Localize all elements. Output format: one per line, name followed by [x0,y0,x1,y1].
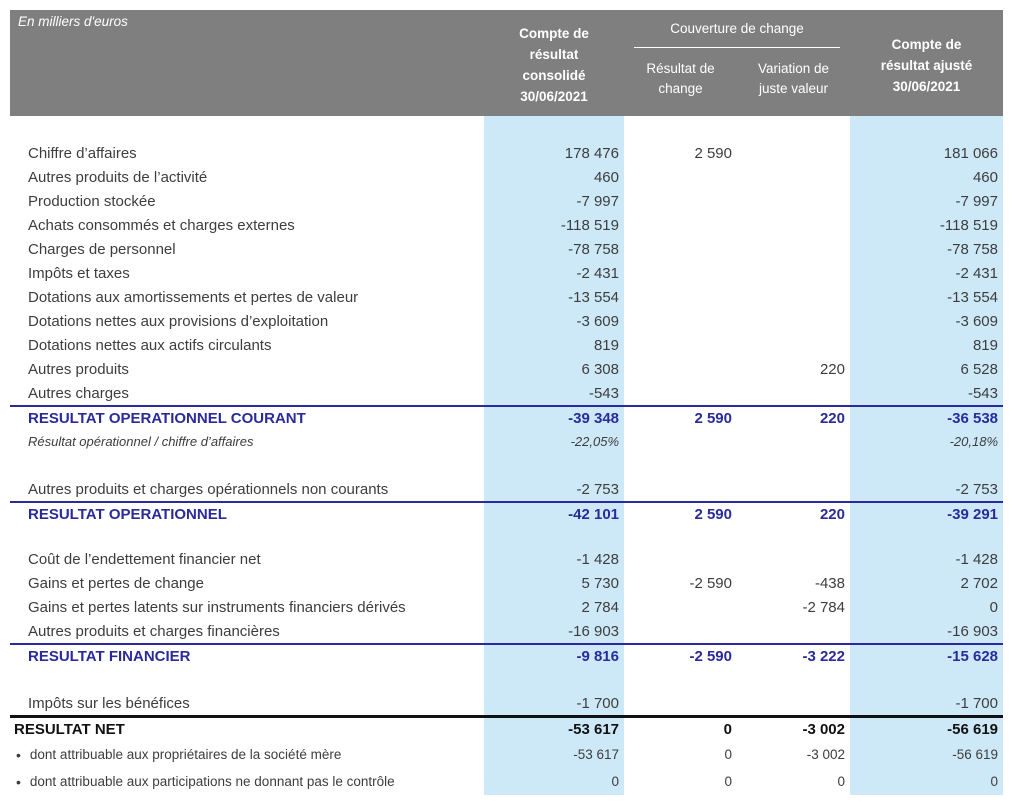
spacer-row [10,525,1003,547]
row-label: Achats consommés et charges externes [28,216,295,234]
cell-fx-result: 2 590 [694,409,732,427]
row-label-cell [10,357,484,381]
table-row [10,141,1003,165]
table-row [10,477,1003,501]
cell-fair-value: -438 [814,574,845,592]
table-row [10,741,1003,768]
cell-consolidated: -53 617 [484,718,624,741]
cell-consolidated: 178 476 [484,141,624,165]
income-statement-table [10,10,1003,795]
cell-fair-value: 0 [837,774,845,789]
cell-fair-value: -3 002 [802,721,845,738]
table-row [10,619,1003,643]
cell-fx-result [624,667,737,691]
row-label-cell [10,718,484,741]
cell-adjusted: -2 753 [850,477,1003,501]
cell-fx-result [624,261,737,285]
row-label: dont attribuable aux participations ne donnant pas le contrôle [29,774,395,789]
cell-consolidated: -2 431 [484,261,624,285]
cell-consolidated: -2 753 [484,477,624,501]
table-row [10,165,1003,189]
cell-adjusted: -78 758 [850,237,1003,261]
table-row [10,333,1003,357]
row-label-cell [10,141,484,165]
cell-fx-result: 0 [724,774,732,789]
cell-fx-result [624,189,737,213]
cell-consolidated: 819 [484,333,624,357]
cell-adjusted: -56 619 [850,741,1003,768]
row-label-cell [10,691,484,715]
cell-fair-value [737,165,850,189]
cell-adjusted: -3 609 [850,309,1003,333]
row-label: Autres charges [28,384,129,402]
cell-adjusted: -20,18% [850,429,1003,453]
column-header-adjusted [850,10,1003,116]
column-header-fair-value [737,59,850,99]
bullet-icon: • [16,773,21,790]
cell-adjusted: -16 903 [850,619,1003,643]
row-label: RESULTAT NET [14,721,125,738]
cell-fair-value [737,547,850,571]
row-label: Charges de personnel [28,240,176,258]
cell-fx-result: -2 590 [689,574,732,592]
cell-consolidated: -1 700 [484,691,624,715]
cell-consolidated: -42 101 [484,503,624,525]
cell-fair-value [737,667,850,691]
bullet-icon: • [16,746,21,763]
row-label-cell [10,525,484,547]
table-row [10,595,1003,619]
table-row [10,768,1003,795]
row-label: Autres produits [28,360,129,378]
cell-adjusted [850,116,1003,141]
column-header-line: change [658,81,703,96]
column-header-fx-result [624,59,737,99]
cell-adjusted: -2 431 [850,261,1003,285]
row-label: Résultat opérationnel / chiffre d’affaires [28,433,254,449]
cell-fx-result [624,333,737,357]
cell-adjusted [850,525,1003,547]
cell-fair-value [737,477,850,501]
row-label-cell [10,741,484,768]
cell-consolidated: -16 903 [484,619,624,643]
table-row [10,547,1003,571]
row-label: Production stockée [28,192,156,210]
column-header-consolidated [484,10,624,116]
table-row [10,429,1003,453]
column-header-line: 30/06/2021 [520,89,588,104]
table-row [10,285,1003,309]
column-header-line: résultat [529,47,579,62]
cell-fx-result [624,477,737,501]
cell-adjusted: -118 519 [850,213,1003,237]
cell-fair-value: -3 002 [806,747,845,762]
cell-fx-result [624,357,737,381]
cell-consolidated: -39 348 [484,407,624,429]
cell-adjusted [850,453,1003,477]
row-label: dont attribuable aux propriétaires de la société mère [29,747,342,762]
cell-adjusted: -7 997 [850,189,1003,213]
table-row [10,405,1003,429]
column-group-subheaders [624,59,850,99]
cell-fx-result [624,525,737,547]
cell-consolidated [484,667,624,691]
table-body [10,116,1003,795]
cell-adjusted: -1 700 [850,691,1003,715]
cell-consolidated: -543 [484,381,624,405]
table-row [10,261,1003,285]
cell-fair-value [737,116,850,141]
cell-fair-value [737,525,850,547]
table-row [10,381,1003,405]
cell-fair-value: 220 [819,409,845,427]
row-label: Gains et pertes de change [28,574,204,592]
row-label-cell [10,237,484,261]
table-row [10,571,1003,595]
cell-consolidated: -53 617 [484,741,624,768]
row-label: Dotations nettes aux actifs circulants [28,336,272,354]
row-label: Dotations nettes aux provisions d’exploitation [28,312,329,330]
cell-fx-result [624,309,737,333]
cell-fx-result [624,619,737,643]
cell-adjusted: -15 628 [850,645,1003,667]
cell-fair-value [737,261,850,285]
spacer-row [10,453,1003,477]
cell-adjusted: -1 428 [850,547,1003,571]
row-label: Dotations aux amortissements et pertes de valeur [28,288,359,306]
cell-adjusted: 460 [850,165,1003,189]
table-row [10,691,1003,715]
row-label: Chiffre d’affaires [28,144,137,162]
row-label-cell [10,165,484,189]
row-label: Impôts sur les bénéfices [28,694,190,712]
cell-fx-result [624,691,737,715]
table-row [10,643,1003,667]
table-row [10,309,1003,333]
cell-fx-result [624,116,737,141]
row-label-cell [10,645,484,667]
row-label-cell [10,768,484,795]
table-row [10,357,1003,381]
cell-fx-result [624,213,737,237]
cell-fair-value [737,453,850,477]
cell-fair-value [737,213,850,237]
cell-consolidated: -78 758 [484,237,624,261]
table-row [10,501,1003,525]
cell-fx-result: -2 590 [689,647,732,665]
row-label-cell [10,429,484,453]
column-header-line: Résultat de [646,61,715,76]
row-label-cell [10,189,484,213]
cell-consolidated: -7 997 [484,189,624,213]
cell-consolidated: 0 [484,768,624,795]
cell-adjusted: 819 [850,333,1003,357]
cell-fx-result [624,429,737,453]
column-header-line: Compte de [891,36,962,52]
column-group-fx-hedge [624,10,850,116]
cell-fx-result [624,237,737,261]
cell-fx-result [624,285,737,309]
cell-fair-value [737,285,850,309]
cell-fair-value: 220 [819,505,845,523]
cell-adjusted: 0 [850,595,1003,619]
row-label-cell [10,213,484,237]
row-label: Autres produits et charges opérationnels non courants [28,480,389,498]
cell-fx-result [624,453,737,477]
cell-adjusted: -56 619 [850,718,1003,741]
row-label-cell [10,453,484,477]
row-label-cell [10,503,484,525]
row-label: Autres produits de l’activité [28,168,208,186]
cell-fair-value [737,691,850,715]
cell-fair-value [737,333,850,357]
cell-fx-result: 0 [723,721,732,738]
row-label-cell [10,547,484,571]
spacer-row [10,116,1003,141]
row-label: Impôts et taxes [28,264,130,282]
cell-consolidated: 2 784 [484,595,624,619]
cell-consolidated: -1 428 [484,547,624,571]
row-label: RESULTAT FINANCIER [28,647,191,665]
cell-fair-value [737,189,850,213]
column-header-line: 30/06/2021 [892,78,961,94]
table-row [10,715,1003,741]
cell-fair-value [737,619,850,643]
column-header-line: résultat ajusté [880,57,973,73]
cell-consolidated: 5 730 [484,571,624,595]
table-row [10,189,1003,213]
row-label-cell [10,571,484,595]
row-label-cell [10,407,484,429]
cell-adjusted: 2 702 [850,571,1003,595]
cell-consolidated: 6 308 [484,357,624,381]
cell-fx-result [624,547,737,571]
row-label-cell [10,333,484,357]
cell-consolidated: -22,05% [484,429,624,453]
cell-consolidated [484,453,624,477]
cell-fx-result: 0 [724,747,732,762]
row-label: Gains et pertes latents sur instruments financiers dérivés [28,598,406,616]
cell-fair-value: -3 222 [802,647,845,665]
cell-fx-result: 2 590 [694,144,732,162]
cell-fx-result [624,381,737,405]
cell-adjusted: -543 [850,381,1003,405]
row-label-cell [10,116,484,141]
cell-fair-value [737,309,850,333]
cell-consolidated [484,116,624,141]
cell-fx-result [624,595,737,619]
cell-consolidated: -3 609 [484,309,624,333]
row-label-cell [10,477,484,501]
row-label-cell [10,285,484,309]
cell-consolidated: -118 519 [484,213,624,237]
cell-fair-value [737,237,850,261]
row-label: Coût de l’endettement financier net [28,550,261,568]
cell-adjusted: 0 [850,768,1003,795]
table-row [10,213,1003,237]
units-label: En milliers d'euros [18,14,128,29]
cell-consolidated [484,525,624,547]
cell-adjusted: 181 066 [850,141,1003,165]
cell-fx-result: 2 590 [694,505,732,523]
cell-adjusted: -36 538 [850,407,1003,429]
column-group-label: Couverture de change [634,20,840,48]
cell-fair-value [737,141,850,165]
cell-adjusted: 6 528 [850,357,1003,381]
table-header [10,10,1003,116]
column-header-line: consolidé [522,68,586,83]
cell-fair-value: -2 784 [802,598,845,616]
column-header-line: juste valeur [758,81,829,96]
cell-adjusted [850,667,1003,691]
row-label-cell [10,381,484,405]
row-label: RESULTAT OPERATIONNEL COURANT [28,409,306,427]
row-label: Autres produits et charges financières [28,622,280,640]
spacer-row [10,667,1003,691]
cell-consolidated: -13 554 [484,285,624,309]
cell-fx-result [624,165,737,189]
cell-consolidated: 460 [484,165,624,189]
cell-adjusted: -39 291 [850,503,1003,525]
cell-consolidated: -9 816 [484,645,624,667]
column-header-line: Compte de [519,26,589,41]
row-label-cell [10,619,484,643]
cell-fair-value [737,381,850,405]
row-label-cell [10,667,484,691]
cell-adjusted: -13 554 [850,285,1003,309]
row-label-cell [10,309,484,333]
row-label-cell [10,261,484,285]
table-row [10,237,1003,261]
row-label-cell [10,595,484,619]
cell-fair-value: 220 [819,360,845,378]
column-header-line: Variation de [757,61,830,76]
row-label: RESULTAT OPERATIONNEL [28,505,227,523]
cell-fair-value [737,429,850,453]
